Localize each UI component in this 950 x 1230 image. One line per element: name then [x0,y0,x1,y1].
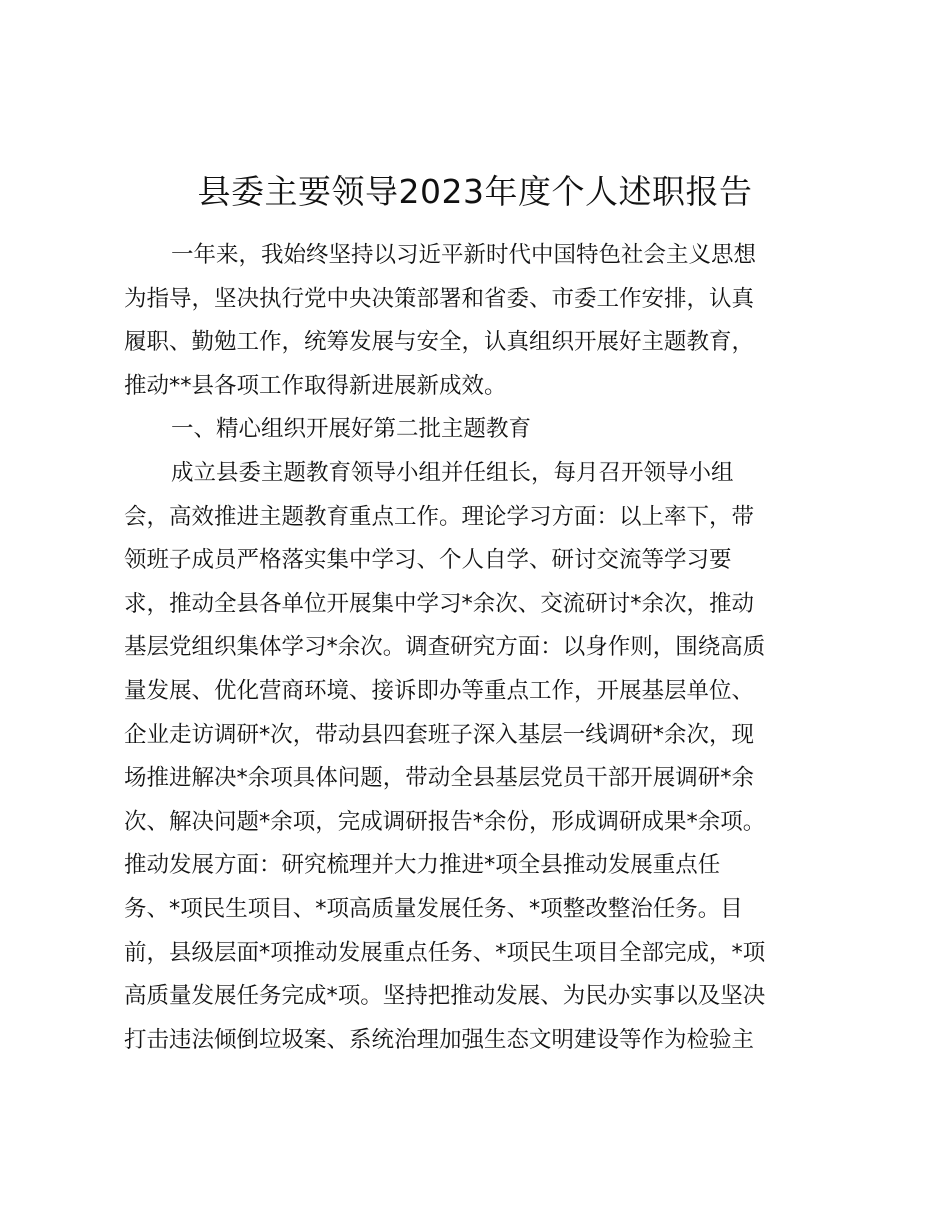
paragraph-line: 求，推动全县各单位开展集中学习*余次、交流研讨*余次，推动 [124,590,755,617]
paragraph-line: 务、*项民生项目、*项高质量发展任务、*项整改整治任务。目 [124,895,743,922]
paragraph-line: 领班子成员严格落实集中学习、个人自学、研讨交流等学习要 [124,547,732,574]
paragraph-line: 会，高效推进主题教育重点工作。理论学习方面：以上率下，带 [124,503,755,530]
paragraph-line: 推动**县各项工作取得新进展新成效。 [124,372,507,399]
paragraph-line: 成立县委主题教育领导小组并任组长，每月召开领导小组 [171,459,734,486]
paragraph-line: 次、解决问题*余项，完成调研报告*余份，形成调研成果*余项。 [124,808,766,835]
paragraph-line: 场推进解决*余项具体问题，带动全县基层党员干部开展调研*余 [124,765,755,792]
paragraph-line: 基层党组织集体学习*余次。调查研究方面：以身作则，围绕高质 [124,634,766,661]
paragraph-line: 前，县级层面*项推动发展重点任务、*项民生项目全部完成，*项 [124,939,766,966]
paragraph-line: 为指导，坚决执行党中央决策部署和省委、市委工作安排，认真 [124,285,755,312]
paragraph-line: 履职、勤勉工作，统筹发展与安全，认真组织开展好主题教育， [124,329,755,356]
document-body [124,234,836,1062]
section-heading: 一、精心组织开展好第二批主题教育 [171,416,532,443]
paragraph-line: 企业走访调研*次，带动县四套班子深入基层一线调研*余次，现 [124,721,755,748]
paragraph-line: 推动发展方面：研究梳理并大力推进*项全县推动发展重点任 [124,852,721,879]
paragraph-line: 量发展、优化营商环境、接诉即办等重点工作，开展基层单位、 [124,677,755,704]
paragraph-line: 一年来，我始终坚持以习近平新时代中国特色社会主义思想 [171,242,757,268]
paragraph-line: 高质量发展任务完成*项。坚持把推动发展、为民办实事以及坚决 [124,983,766,1010]
document-title: 县委主要领导2023年度个人述职报告 [197,172,753,211]
paragraph-line: 打击违法倾倒垃圾案、系统治理加强生态文明建设等作为检验主 [124,1026,755,1053]
